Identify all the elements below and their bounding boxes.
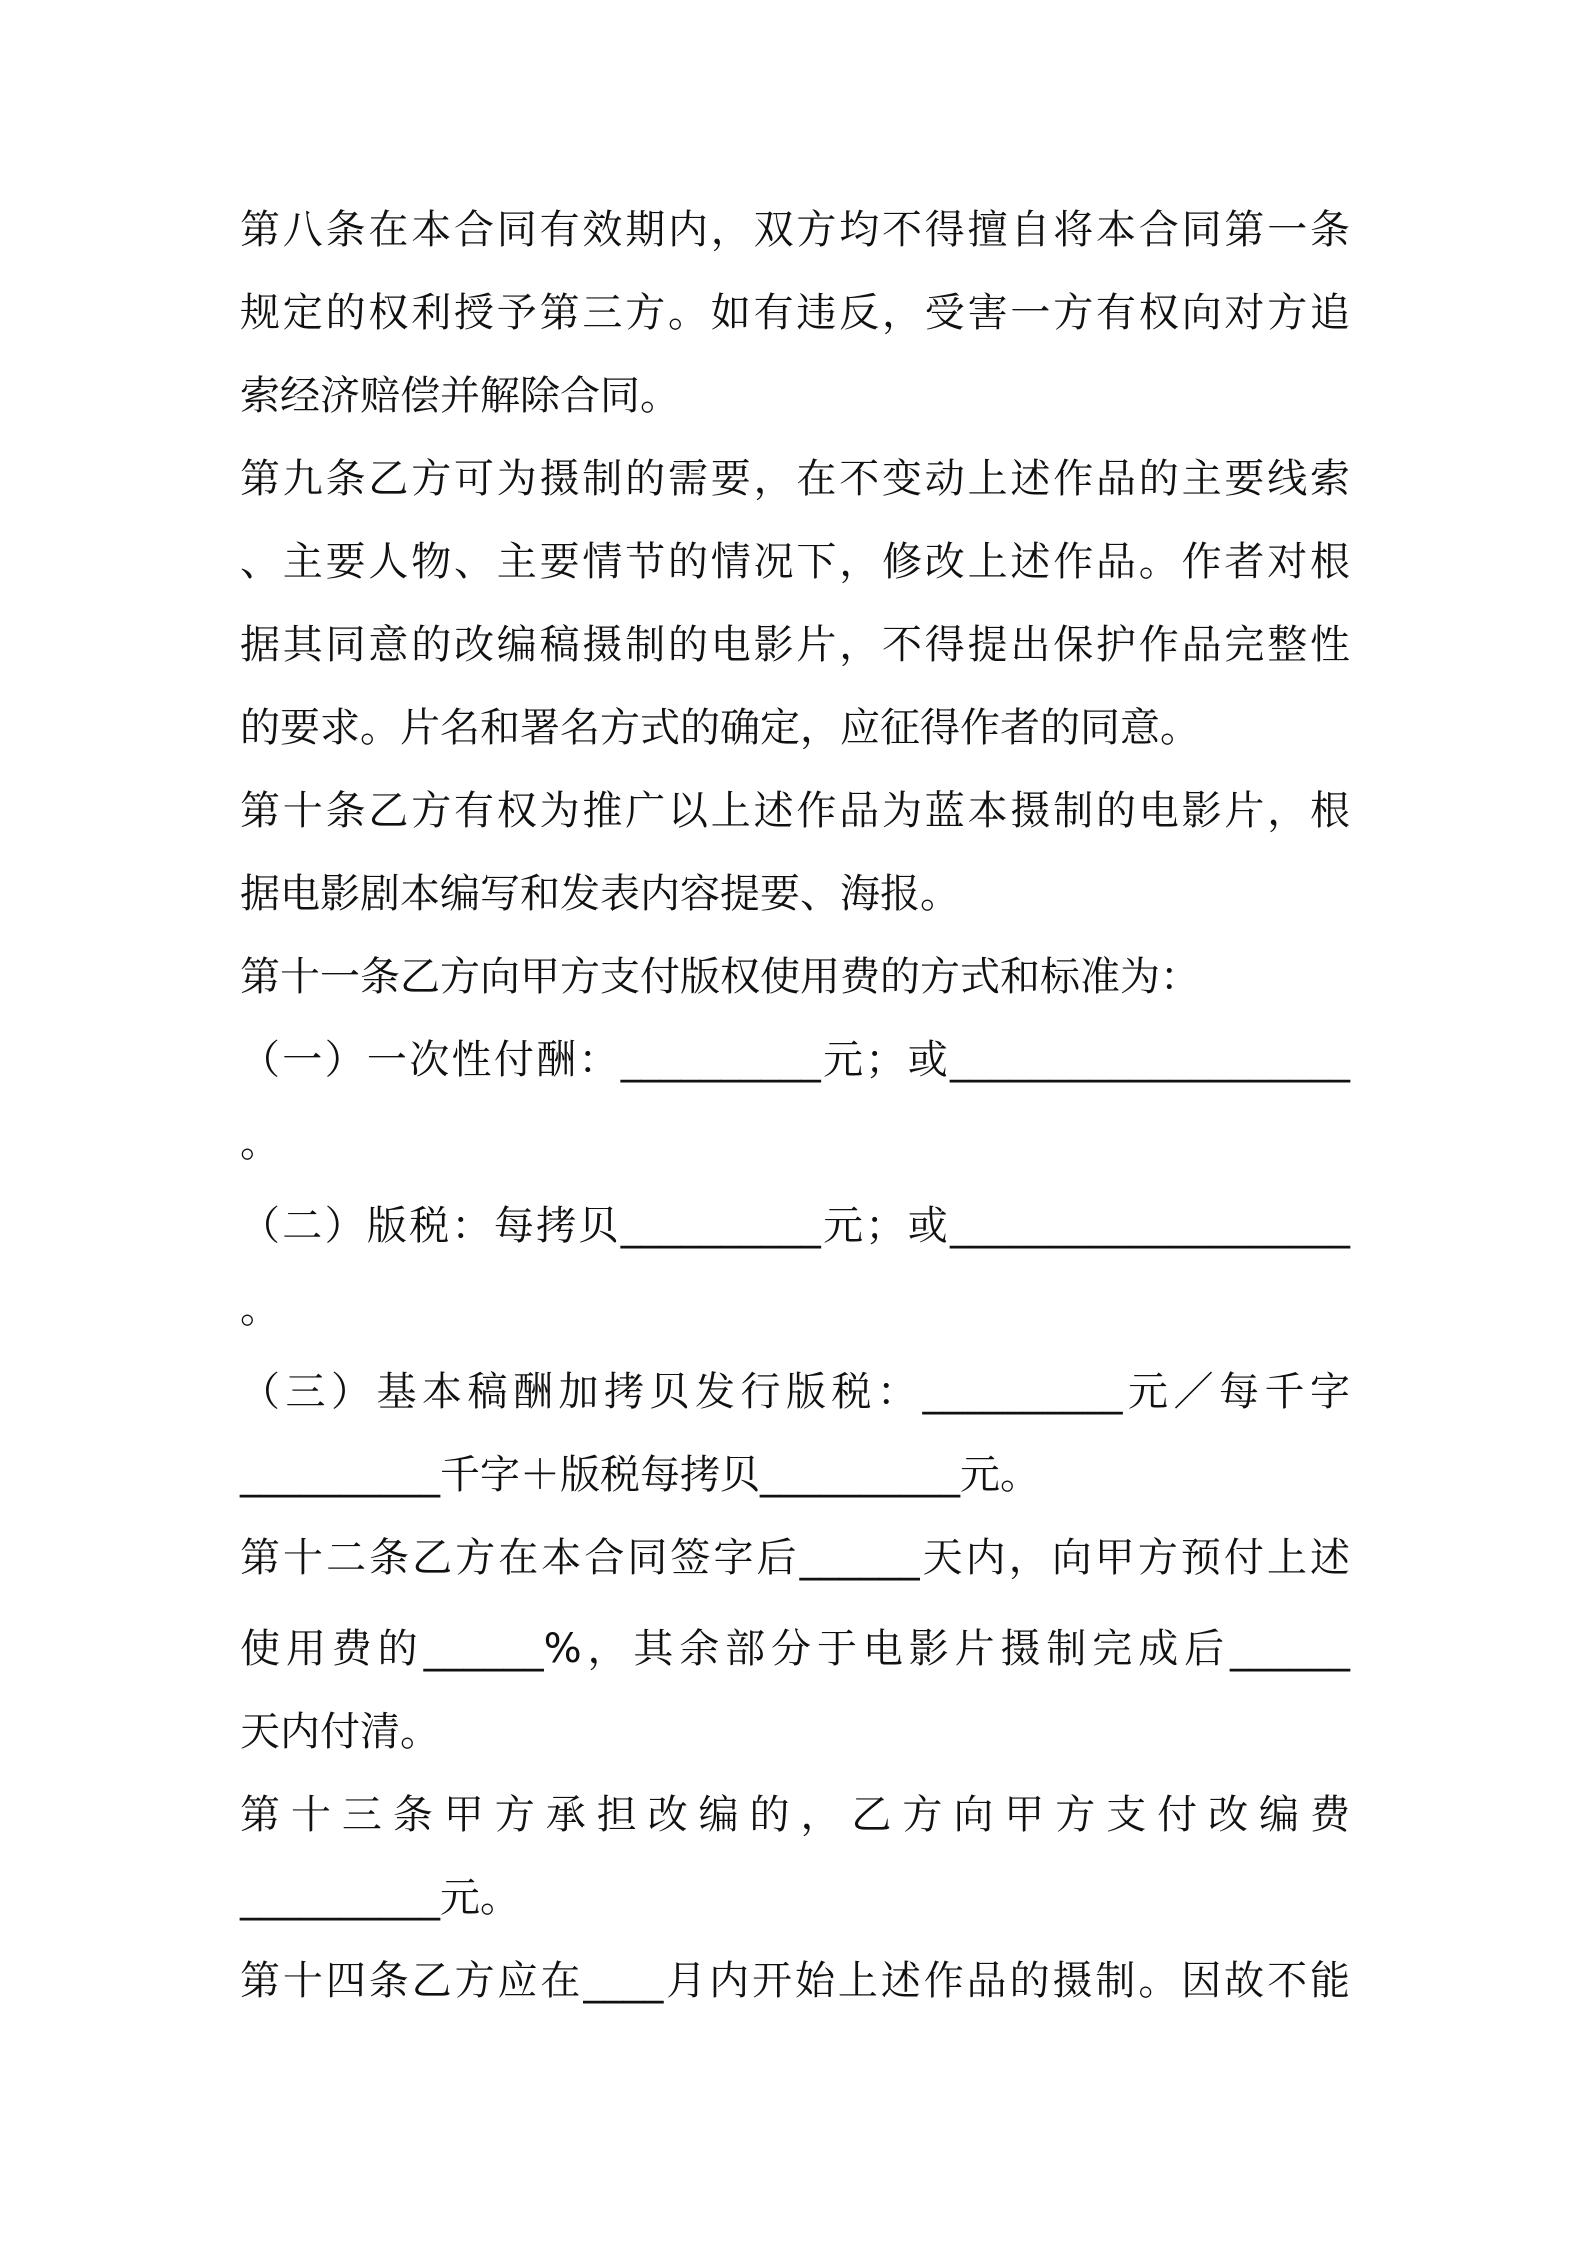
text-line: 索经济赔偿并解除合同。 bbox=[240, 373, 680, 419]
text-line: 、主要人物、主要情节的情况下，修改上述作品。作者对根 bbox=[240, 539, 1350, 585]
text-line: 第十一条乙方向甲方支付版权使用费的方式和标准为： bbox=[240, 954, 1200, 1000]
text-line: 第十条乙方有权为推广以上述作品为蓝本摄制的电影片，根 bbox=[240, 788, 1350, 834]
text-line: 第十二条乙方在本合同签字后______天内，向甲方预付上述 bbox=[240, 1535, 1350, 1581]
text-line: 第十四条乙方应在____月内开始上述作品的摄制。因故不能 bbox=[240, 1958, 1350, 2004]
text-line: 第十三条甲方承担改编的，乙方向甲方支付改编费 bbox=[240, 1792, 1350, 1838]
text-line: （三）基本稿酬加拷贝发行版税：__________元／每千字 bbox=[240, 1369, 1350, 1415]
text-line: 。 bbox=[240, 1286, 280, 1332]
text-line: __________元。 bbox=[240, 1875, 520, 1921]
text-line: 据其同意的改编稿摄制的电影片，不得提出保护作品完整性 bbox=[240, 622, 1350, 668]
text-line: 天内付清。 bbox=[240, 1709, 440, 1755]
text-line: 的要求。片名和署名方式的确定，应征得作者的同意。 bbox=[240, 705, 1200, 751]
text-line: 第八条在本合同有效期内，双方均不得擅自将本合同第一条 bbox=[240, 207, 1350, 253]
text-line: __________千字＋版税每拷贝__________元。 bbox=[240, 1452, 1040, 1498]
text-line: 第九条乙方可为摄制的需要，在不变动上述作品的主要线索 bbox=[240, 456, 1350, 502]
text-line: （一）一次性付酬：__________元；或____________________ bbox=[240, 1037, 1350, 1083]
text-line: 使用费的______%，其余部分于电影片摄制完成后______ bbox=[240, 1626, 1350, 1672]
text-line: 。 bbox=[240, 1120, 280, 1166]
text-line: 规定的权利授予第三方。如有违反，受害一方有权向对方追 bbox=[240, 290, 1350, 336]
text-line: （二）版税：每拷贝__________元；或____________________ bbox=[240, 1203, 1350, 1249]
text-line: 据电影剧本编写和发表内容提要、海报。 bbox=[240, 871, 960, 917]
